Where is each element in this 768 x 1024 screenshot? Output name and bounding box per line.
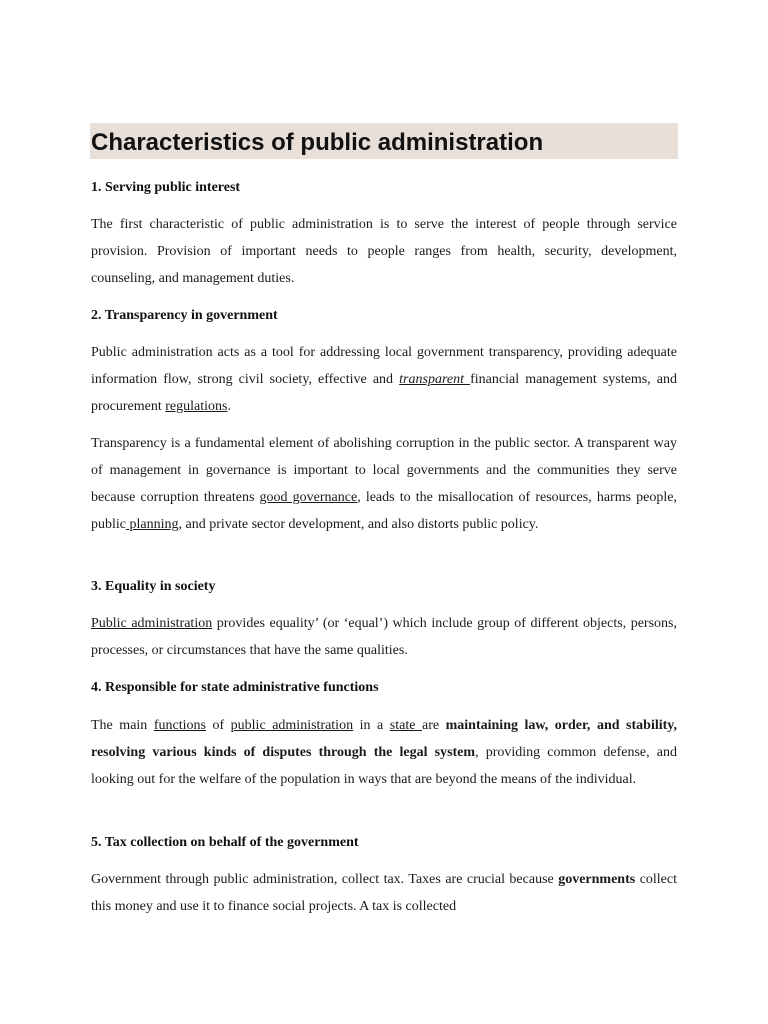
paragraph-transparency-corruption <box>91 430 677 538</box>
section-heading-serving-public-interest: 1. Serving public interest <box>91 180 241 195</box>
paragraph-text: The main <box>91 718 154 733</box>
section-heading-state-functions: 4. Responsible for state administrative functions <box>91 680 379 695</box>
paragraph-serving-public-interest <box>91 211 677 292</box>
link-functions[interactable]: functions <box>153 718 206 733</box>
section-heading-transparency: 2. Transparency in government <box>91 308 278 323</box>
section-heading-tax-collection: 5. Tax collection on behalf of the government <box>91 835 359 850</box>
paragraph-text: . <box>227 399 231 414</box>
bold-text: governments <box>558 872 636 887</box>
link-transparent[interactable]: transparent <box>399 372 471 387</box>
link-good-governance[interactable]: good governance <box>259 490 358 505</box>
paragraph-text: provides equality’ (or ‘equal’) which include group of different objects, persons, processes, or circumstances that have the same qualities. <box>91 616 677 658</box>
link-public-administration-2[interactable]: public administration <box>230 718 354 733</box>
paragraph-text: are <box>422 718 446 733</box>
paragraph-text: of <box>205 718 231 733</box>
paragraph-text: Public administration acts as a tool for addressing local government transparency, providing adequate information flow, strong civil society, effective and <box>91 345 677 387</box>
link-state[interactable]: state <box>389 718 422 733</box>
paragraph-text: Transparency is a fundamental element of abolishing corruption in the public sector. A transparent way of management in governance is important to local governments and the communities they serve because corruption threatens <box>91 436 677 505</box>
link-public-administration[interactable]: Public administration <box>91 616 213 631</box>
page-title: Characteristics of public administration <box>91 129 544 156</box>
paragraph-text: financial management systems, and procurement <box>91 372 677 414</box>
paragraph-text: The first characteristic of public administration is to serve the interest of people through service provision. Provision of important needs to people ranges from health, security, development, counseling, and management duties. <box>91 217 677 286</box>
paragraph-text: in a <box>353 718 390 733</box>
paragraph-text: Government through public administration, collect tax. Taxes are crucial because <box>91 872 559 887</box>
section-heading-equality: 3. Equality in society <box>91 579 216 594</box>
link-planning[interactable]: planning <box>126 517 179 532</box>
paragraph-equality <box>91 610 677 664</box>
paragraph-text: , and private sector development, and also distorts public policy. <box>178 517 539 532</box>
bold-text: maintaining law, order, and stability, resolving various kinds of disputes through the legal system <box>91 718 678 760</box>
paragraph-state-functions <box>91 712 677 793</box>
link-regulations[interactable]: regulations <box>165 399 228 414</box>
paragraph-text: collect this money and use it to finance social projects. A tax is collected <box>91 872 678 914</box>
paragraph-text: , leads to the misallocation of resources, harms people, public <box>91 490 677 532</box>
paragraph-transparency-tool <box>91 339 677 420</box>
paragraph-tax-collection <box>91 866 677 920</box>
paragraph-text: , providing common defense, and looking out for the welfare of the population in ways that are beyond the means of the individual. <box>91 745 677 787</box>
